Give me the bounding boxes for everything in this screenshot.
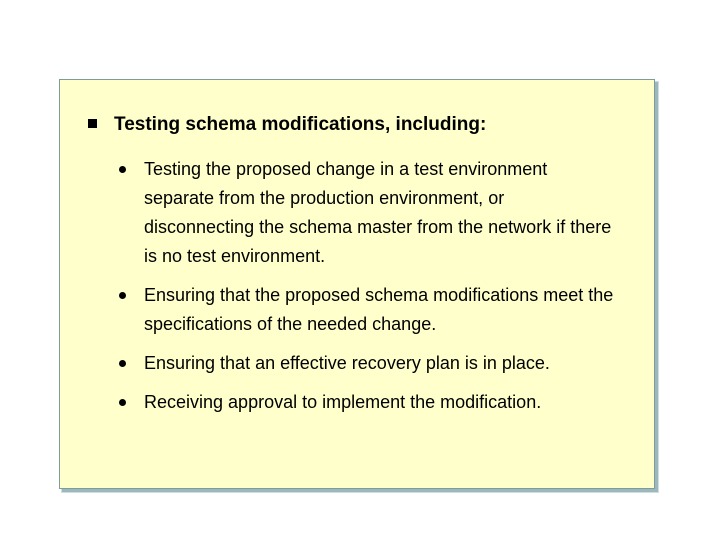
round-bullet-icon xyxy=(119,399,126,406)
round-bullet-icon xyxy=(119,166,126,173)
list-item-text: Ensuring that the proposed schema modifications meet the specifications of the needed change. xyxy=(144,285,614,334)
list-item xyxy=(119,349,619,378)
list-item xyxy=(119,281,619,339)
slide-content-panel xyxy=(59,79,655,489)
list-item xyxy=(119,388,619,417)
sub-bullet-list xyxy=(119,155,619,427)
list-item xyxy=(119,155,619,271)
square-bullet-icon xyxy=(88,119,97,128)
list-item-text: Testing the proposed change in a test environment separate from the production environment, or disconnecting the schema master from the network if there is no test environment. xyxy=(144,159,612,266)
heading-text: Testing schema modifications, including: xyxy=(114,114,487,135)
list-item-text: Receiving approval to implement the modification. xyxy=(144,392,542,412)
list-item-text: Ensuring that an effective recovery plan is in place. xyxy=(144,353,550,373)
round-bullet-icon xyxy=(119,360,126,367)
round-bullet-icon xyxy=(119,292,126,299)
bullet-heading xyxy=(88,114,634,136)
